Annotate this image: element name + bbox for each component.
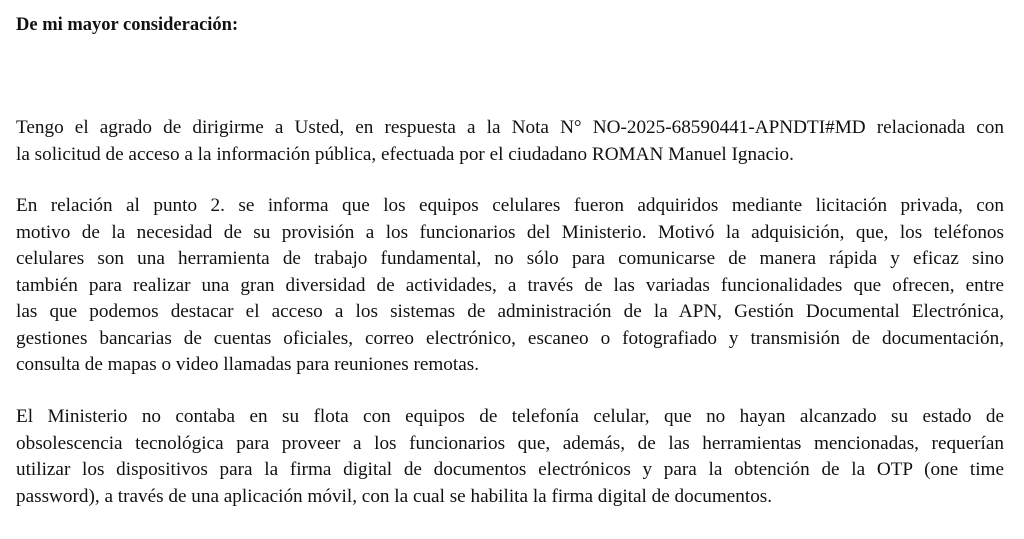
paragraph-2: [16, 193, 1004, 379]
paragraph-line: también para realizar una gran diversidad de actividades, a través de las variadas funcionalidades que ofrecen, entre: [16, 274, 1004, 296]
paragraph-line: gestiones bancarias de cuentas oficiales, correo electrónico, escaneo o fotografiado y transmisión de documentación,: [16, 327, 1004, 349]
paragraph-line: utilizar los dispositivos para la firma digital de documentos electrónicos y para la obtención de la OTP (one time: [16, 459, 1004, 480]
salutation: De mi mayor consideración:: [16, 15, 239, 35]
paragraph-3: [16, 404, 1004, 510]
paragraph-line: las que podemos destacar el acceso a los sistemas de administración de la APN, Gestión Documental Electrónica,: [16, 301, 1004, 322]
paragraph-line: El Ministerio no contaba en su flota con equipos de telefonía celular, que no hayan alcanzado su estado de: [16, 406, 1004, 427]
paragraph-line: celulares son una herramienta de trabajo fundamental, no sólo para comunicarse de manera rápida y eficaz sino: [16, 248, 1004, 269]
paragraph-line: obsolescencia tecnológica para proveer a los funcionarios que, además, de las herramientas mencionadas, requerían: [16, 432, 1004, 454]
letter-page: [16, 0, 1006, 539]
paragraph-line: motivo de la necesidad de su provisión a los funcionarios del Ministerio. Motivó la adquisición, que, los teléfonos: [16, 221, 1004, 243]
paragraph-line: password), a través de una aplicación móvil, con la cual se habilita la firma digital de documentos.: [16, 485, 773, 507]
paragraph-line: Tengo el agrado de dirigirme a Usted, en respuesta a la Nota N° NO-2025-68590441-APNDTI#MD relacionada con: [16, 117, 1004, 138]
paragraph-line: la solicitud de acceso a la información pública, efectuada por el ciudadano ROMAN Manuel Ignacio.: [16, 143, 794, 165]
paragraph-1: [16, 115, 1004, 168]
paragraph-line: consulta de mapas o video llamadas para reuniones remotas.: [16, 354, 480, 375]
paragraph-line: En relación al punto 2. se informa que los equipos celulares fueron adquiridos mediante licitación privada, con: [16, 195, 1004, 216]
